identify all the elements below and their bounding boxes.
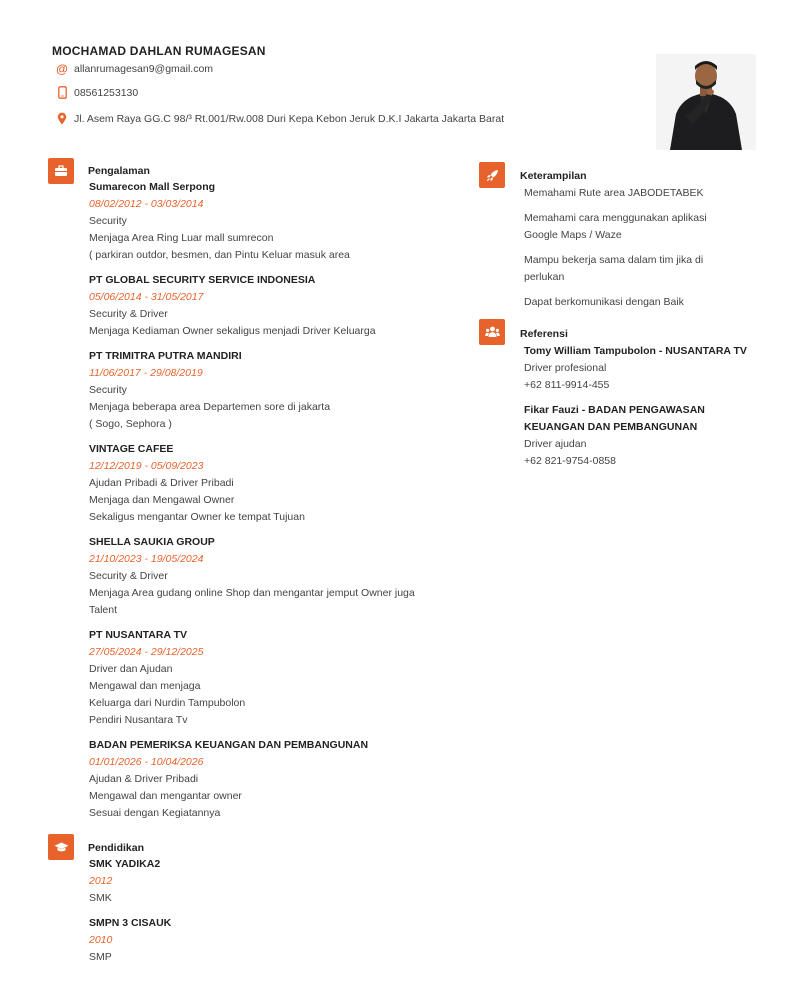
education-year: 2010 bbox=[89, 934, 113, 946]
experience-line: Sekaligus mengantar Owner ke tempat Tujuan bbox=[89, 511, 305, 523]
experience-org: PT TRIMITRA PUTRA MANDIRI bbox=[89, 350, 242, 362]
experience-entry bbox=[89, 441, 469, 526]
address-text: Jl. Asem Raya GG.C 98/³ Rt.001/Rw.008 Duri Kepa Kebon Jeruk D.K.I Jakarta Jakarta Barat bbox=[74, 112, 505, 125]
reference-role: Driver ajudan bbox=[524, 438, 587, 450]
location-pin-icon bbox=[52, 112, 72, 125]
experience-org: PT NUSANTARA TV bbox=[89, 629, 187, 641]
experience-entry bbox=[89, 627, 469, 729]
contact-email bbox=[52, 62, 213, 76]
experience-org: VINTAGE CAFEE bbox=[89, 443, 174, 455]
education-level: SMK bbox=[89, 892, 112, 904]
experience-line: Menjaga dan Mengawal Owner bbox=[89, 494, 235, 506]
experience-line: Sesuai dengan Kegiatannya bbox=[89, 807, 221, 819]
experience-line: Security bbox=[89, 215, 127, 227]
experience-org: PT GLOBAL SECURITY SERVICE INDONESIA bbox=[89, 274, 316, 286]
experience-title: Pengalaman bbox=[88, 165, 150, 177]
experience-line: ( parkiran outdor, besmen, dan Pintu Keluar masuk area bbox=[89, 249, 350, 261]
experience-date: 01/01/2026 - 10/04/2026 bbox=[89, 756, 204, 768]
experience-line: Menjaga beberapa area Departemen sore di jakarta bbox=[89, 401, 331, 413]
references-list bbox=[524, 343, 754, 478]
contact-address bbox=[52, 112, 504, 125]
reference-phone: +62 821-9754-0858 bbox=[524, 455, 616, 467]
education-year: 2012 bbox=[89, 875, 113, 887]
experience-line: Ajudan Pribadi & Driver Pribadi bbox=[89, 477, 234, 489]
education-school: SMPN 3 CISAUK bbox=[89, 917, 172, 929]
experience-date: 08/02/2012 - 03/03/2014 bbox=[89, 198, 204, 210]
experience-line: Ajudan & Driver Pribadi bbox=[89, 773, 199, 785]
experience-line: ( Sogo, Sephora ) bbox=[89, 418, 172, 430]
people-icon bbox=[479, 319, 505, 345]
profile-photo bbox=[656, 54, 756, 150]
rocket-icon bbox=[479, 162, 505, 188]
references-title: Referensi bbox=[520, 328, 568, 340]
experience-line: Keluarga dari Nurdin Tampubolon bbox=[89, 697, 246, 709]
experience-line: Mengawal dan menjaga bbox=[89, 680, 201, 692]
experience-line: Pendiri Nusantara Tv bbox=[89, 714, 188, 726]
experience-line: Talent bbox=[89, 604, 118, 616]
contact-phone bbox=[52, 86, 138, 99]
experience-date: 21/10/2023 - 19/05/2024 bbox=[89, 553, 204, 565]
experience-date: 27/05/2024 - 29/12/2025 bbox=[89, 646, 204, 658]
experience-date: 05/06/2014 - 31/05/2017 bbox=[89, 291, 204, 303]
reference-name: Tomy William Tampubolon - NUSANTARA TV bbox=[524, 345, 747, 357]
reference-name: Fikar Fauzi - BADAN PENGAWASAN KEUANGAN DAN PEMBANGUNAN bbox=[524, 404, 705, 433]
experience-entry bbox=[89, 348, 469, 433]
experience-entry bbox=[89, 179, 469, 264]
phone-icon bbox=[52, 86, 72, 99]
experience-line: Driver dan Ajudan bbox=[89, 663, 173, 675]
experience-line: Security & Driver bbox=[89, 308, 168, 320]
skill-item: Memahami cara menggunakan aplikasi Google Maps / Waze bbox=[524, 212, 707, 241]
experience-date: 12/12/2019 - 05/09/2023 bbox=[89, 460, 204, 472]
skill-item: Dapat berkomunikasi dengan Baik bbox=[524, 296, 684, 308]
reference-role: Driver profesional bbox=[524, 362, 607, 374]
education-title: Pendidikan bbox=[88, 842, 145, 854]
experience-entry bbox=[89, 534, 469, 619]
experience-entry bbox=[89, 737, 469, 822]
experience-line: Menjaga Area Ring Luar mall sumrecon bbox=[89, 232, 274, 244]
email-text: allanrumagesan9@gmail.com bbox=[74, 63, 214, 75]
experience-entry bbox=[89, 272, 469, 340]
skill-item: Memahami Rute area JABODETABEK bbox=[524, 187, 704, 199]
experience-line: Mengawal dan mengantar owner bbox=[89, 790, 242, 802]
experience-org: BADAN PEMERIKSA KEUANGAN DAN PEMBANGUNAN bbox=[89, 739, 369, 751]
experience-list bbox=[89, 179, 469, 830]
candidate-name: MOCHAMAD DAHLAN RUMAGESAN bbox=[52, 44, 266, 58]
experience-line: Security & Driver bbox=[89, 570, 168, 582]
graduation-cap-icon bbox=[48, 834, 74, 860]
experience-line: Menjaga Kediaman Owner sekaligus menjadi Driver Keluarga bbox=[89, 325, 376, 337]
skills-list bbox=[524, 185, 739, 319]
reference-entry bbox=[524, 402, 754, 470]
briefcase-icon bbox=[48, 158, 74, 184]
skill-item: Mampu bekerja sama dalam tim jika di perlukan bbox=[524, 254, 704, 283]
experience-line: Menjaga Area gudang online Shop dan mengantar jemput Owner juga bbox=[89, 587, 415, 599]
experience-org: Sumarecon Mall Serpong bbox=[89, 181, 216, 193]
phone-text: 08561253130 bbox=[74, 86, 139, 99]
education-entry bbox=[89, 856, 469, 907]
reference-phone: +62 811-9914-455 bbox=[524, 379, 610, 391]
education-list bbox=[89, 856, 469, 974]
education-entry bbox=[89, 915, 469, 966]
education-level: SMP bbox=[89, 951, 112, 963]
experience-date: 11/06/2017 - 29/08/2019 bbox=[89, 367, 203, 379]
reference-entry bbox=[524, 343, 754, 394]
skills-title: Keterampilan bbox=[520, 170, 587, 182]
experience-org: SHELLA SAUKIA GROUP bbox=[89, 536, 215, 548]
experience-line: Security bbox=[89, 384, 127, 396]
at-icon: @ bbox=[56, 62, 68, 76]
education-school: SMK YADIKA2 bbox=[89, 858, 161, 870]
